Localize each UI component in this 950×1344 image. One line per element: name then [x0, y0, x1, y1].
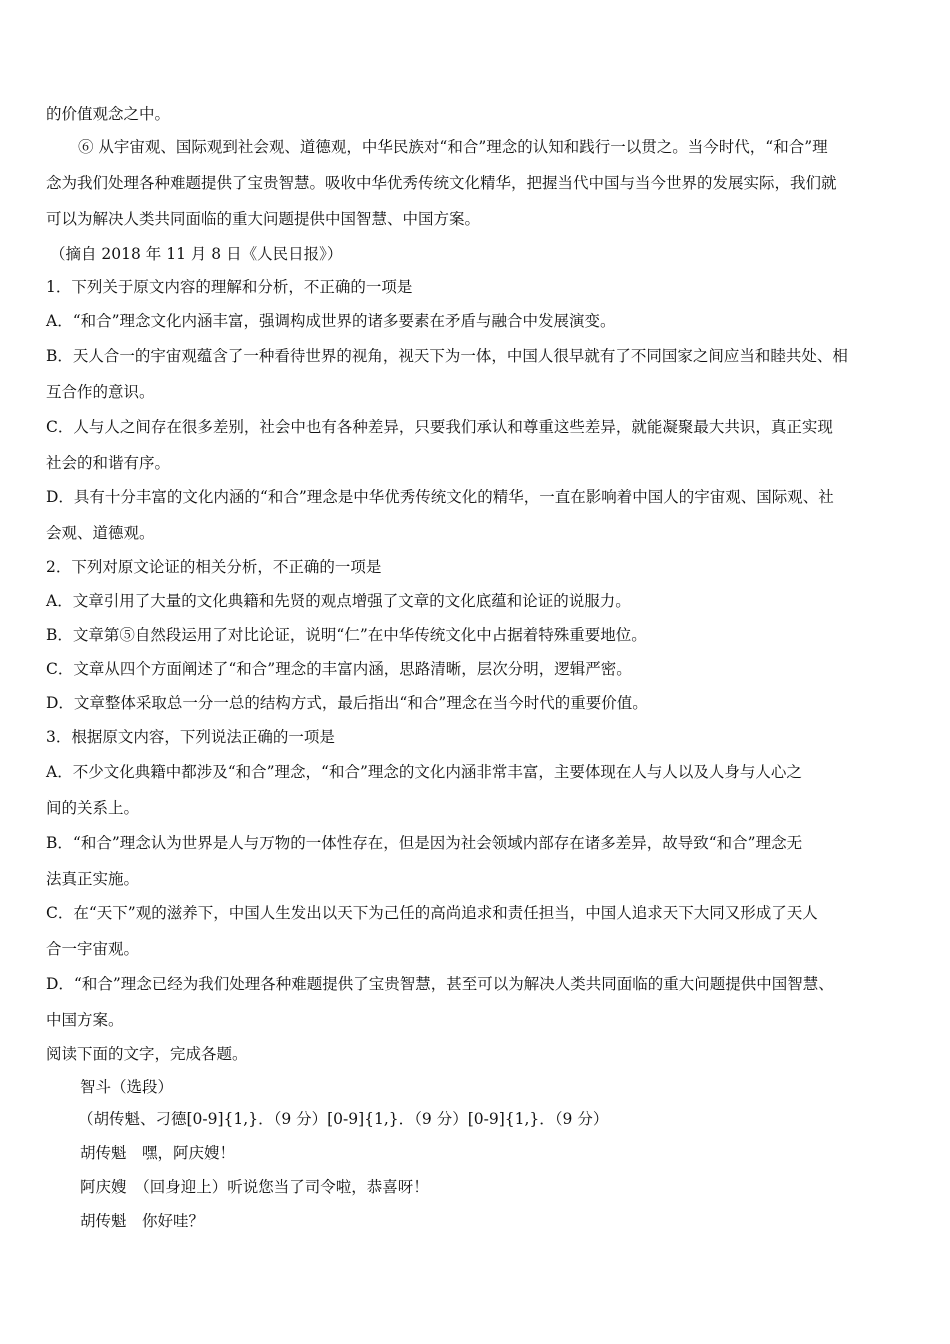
- excerpt-title: 智斗（选段）: [80, 1078, 174, 1096]
- reading-intro: 阅读下面的文字，完成各题。: [46, 1045, 248, 1063]
- dialogue-line: 阿庆嫂 （回身迎上）听说您当了司令啦，恭喜呀！: [80, 1178, 429, 1196]
- option-a: A．“和合”理念文化内涵丰富，强调构成世界的诸多要素在矛盾与融合中发展演变。: [46, 312, 616, 330]
- option-b: B．“和合”理念认为世界是人与万物的一体性存在，但是因为社会领域内部存在诸多差异，故导致“和合”理念无: [46, 834, 803, 852]
- option-d: D．具有十分丰富的文化内涵的“和合”理念是中华优秀传统文化的精华，一直在影响着中国人的宇宙观、国际观、社: [46, 488, 834, 506]
- source-citation: （摘自 2018 年 11 月 8 日《人民日报》）: [50, 245, 343, 263]
- option-b: B．天人合一的宇宙观蕴含了一种看待世界的视角，视天下为一体，中国人很早就有了不同国家之间应当和睦共处、相: [46, 347, 848, 365]
- option-d-cont: 会观、道德观。: [46, 524, 155, 542]
- option-b: B．文章第⑤自然段运用了对比论证，说明“仁”在中华传统文化中占据着特殊重要地位。: [46, 626, 647, 644]
- question-stem: 3．根据原文内容，下列说法正确的一项是: [46, 728, 335, 746]
- option-d: D．“和合”理念已经为我们处理各种难题提供了宝贵智慧，甚至可以为解决人类共同面临的重大问题提供中国智慧、: [46, 975, 834, 993]
- option-d: D．文章整体采取总一分一总的结构方式，最后指出“和合”理念在当今时代的重要价值。: [46, 694, 648, 712]
- option-c: C．文章从四个方面阐述了“和合”理念的丰富内涵，思路清晰，层次分明，逻辑严密。: [46, 660, 632, 678]
- dialogue-line: 胡传魁 你好哇？: [80, 1212, 205, 1230]
- question-stem: 1．下列关于原文内容的理解和分析，不正确的一项是: [46, 278, 413, 296]
- passage-line: ⑥ 从宇宙观、国际观到社会观、道德观，中华民族对“和合”理念的认知和践行一以贯之。当今时代，“和合”理: [78, 138, 828, 156]
- option-c: C．人与人之间存在很多差别，社会中也有各种差异，只要我们承认和尊重这些差异，就能凝聚最大共识，真正实现: [46, 418, 833, 436]
- option-c: C．在“天下”观的滋养下，中国人生发出以天下为己任的高尚追求和责任担当，中国人追求天下大同又形成了天人: [46, 904, 818, 922]
- dialogue-line: 胡传魁 嘿，阿庆嫂！: [80, 1144, 236, 1162]
- option-b-cont: 互合作的意识。: [46, 383, 155, 401]
- option-a-cont: 间的关系上。: [46, 799, 140, 817]
- passage-line: 念为我们处理各种难题提供了宝贵智慧。吸收中华优秀传统文化精华，把握当代中国与当今世界的发展实际，我们就: [46, 174, 837, 192]
- option-a: A．文章引用了大量的文化典籍和先贤的观点增强了文章的文化底蕴和论证的说服力。: [46, 592, 631, 610]
- option-a: A．不少文化典籍中都涉及“和合”理念，“和合”理念的文化内涵非常丰富，主要体现在人与人以及人身与人心之: [46, 763, 802, 781]
- option-b-cont: 法真正实施。: [46, 870, 140, 888]
- passage-line: 的价值观念之中。: [46, 105, 171, 123]
- option-c-cont: 社会的和谐有序。: [46, 454, 171, 472]
- question-stem: 2．下列对原文论证的相关分析，不正确的一项是: [46, 558, 382, 576]
- cast-list: （胡传魁、刁德[0-9]{1,}．（9 分）[0-9]{1,}．（9 分）[0-9]{1,}．（9 分）: [78, 1110, 609, 1128]
- option-d-cont: 中国方案。: [46, 1011, 124, 1029]
- passage-line: 可以为解决人类共同面临的重大问题提供中国智慧、中国方案。: [46, 210, 481, 228]
- option-c-cont: 合一宇宙观。: [46, 940, 140, 958]
